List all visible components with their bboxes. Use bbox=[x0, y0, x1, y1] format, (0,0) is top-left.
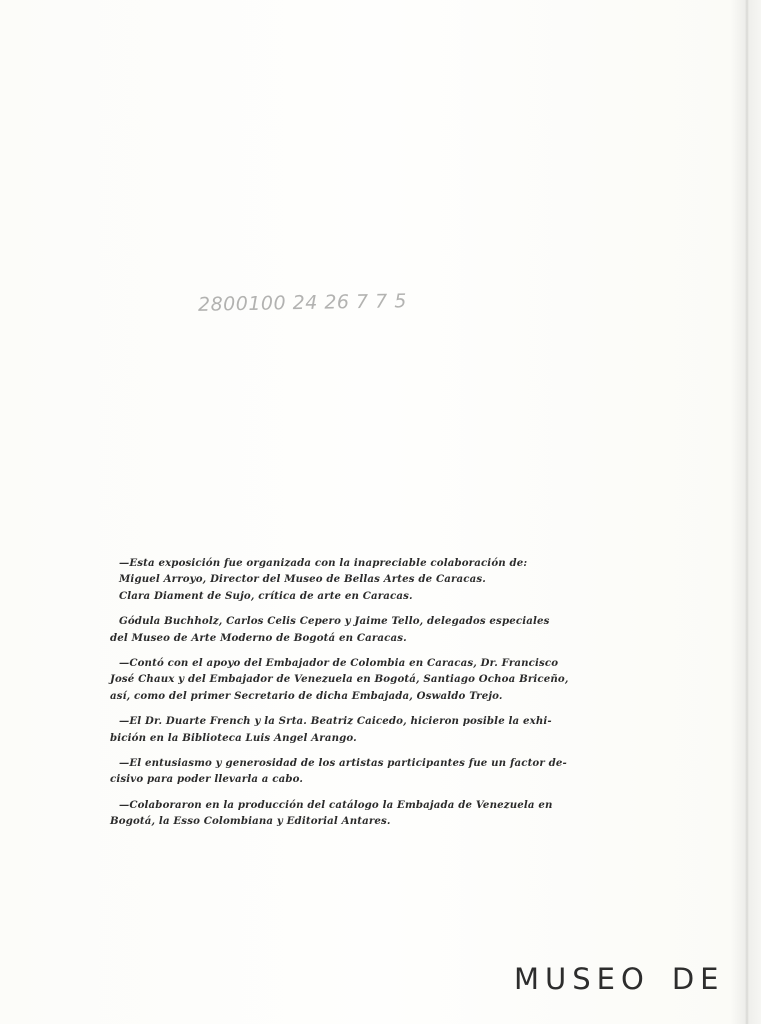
title-word-de: DE bbox=[671, 962, 725, 996]
text-line: cisivo para poder llevarla a cabo. bbox=[110, 773, 304, 786]
acknowledgement-paragraph bbox=[110, 655, 658, 704]
text-line: así, como del primer Secretario de dicha Embajada, Oswaldo Trejo. bbox=[110, 689, 503, 702]
acknowledgement-paragraph bbox=[110, 555, 658, 604]
text-line: —Colaboraron en la producción del catálogo la Embajada de Venezuela en bbox=[119, 798, 553, 811]
handwritten-catalog-number: 2800100 24 26 7 7 5 bbox=[197, 290, 408, 316]
text-line: José Chaux y del Embajador de Venezuela en Bogotá, Santiago Ochoa Briceño, bbox=[110, 673, 569, 686]
text-line: bición en la Biblioteca Luis Angel Arango. bbox=[110, 731, 357, 744]
text-line: Miguel Arroyo, Director del Museo de Bellas Artes de Caracas. bbox=[119, 573, 486, 586]
page-fold-edge bbox=[745, 0, 749, 1024]
text-line: —Esta exposición fue organizada con la inapreciable colaboración de: bbox=[119, 557, 528, 569]
text-line: del Museo de Arte Moderno de Bogotá en Caracas. bbox=[110, 631, 407, 644]
acknowledgement-paragraph bbox=[110, 713, 658, 746]
acknowledgement-paragraph bbox=[110, 755, 658, 788]
text-line: —El entusiasmo y generosidad de los artistas participantes fue un factor de- bbox=[119, 757, 567, 770]
acknowledgements-block bbox=[110, 555, 658, 839]
text-line: Gódula Buchholz, Carlos Celis Cepero y Jaime Tello, delegados especiales bbox=[119, 615, 550, 628]
acknowledgement-paragraph bbox=[110, 613, 658, 646]
museum-title-footer bbox=[514, 962, 724, 996]
text-line: —El Dr. Duarte French y la Srta. Beatriz Caicedo, hicieron posible la exhi- bbox=[119, 715, 552, 728]
acknowledgement-paragraph bbox=[110, 797, 658, 830]
text-line: Clara Diament de Sujo, crítica de arte en Caracas. bbox=[119, 589, 413, 602]
text-line: —Contó con el apoyo del Embajador de Colombia en Caracas, Dr. Francisco bbox=[119, 657, 559, 670]
text-line: Bogotá, la Esso Colombiana y Editorial Antares. bbox=[110, 815, 391, 828]
title-word-museo: MUSEO bbox=[514, 962, 650, 996]
